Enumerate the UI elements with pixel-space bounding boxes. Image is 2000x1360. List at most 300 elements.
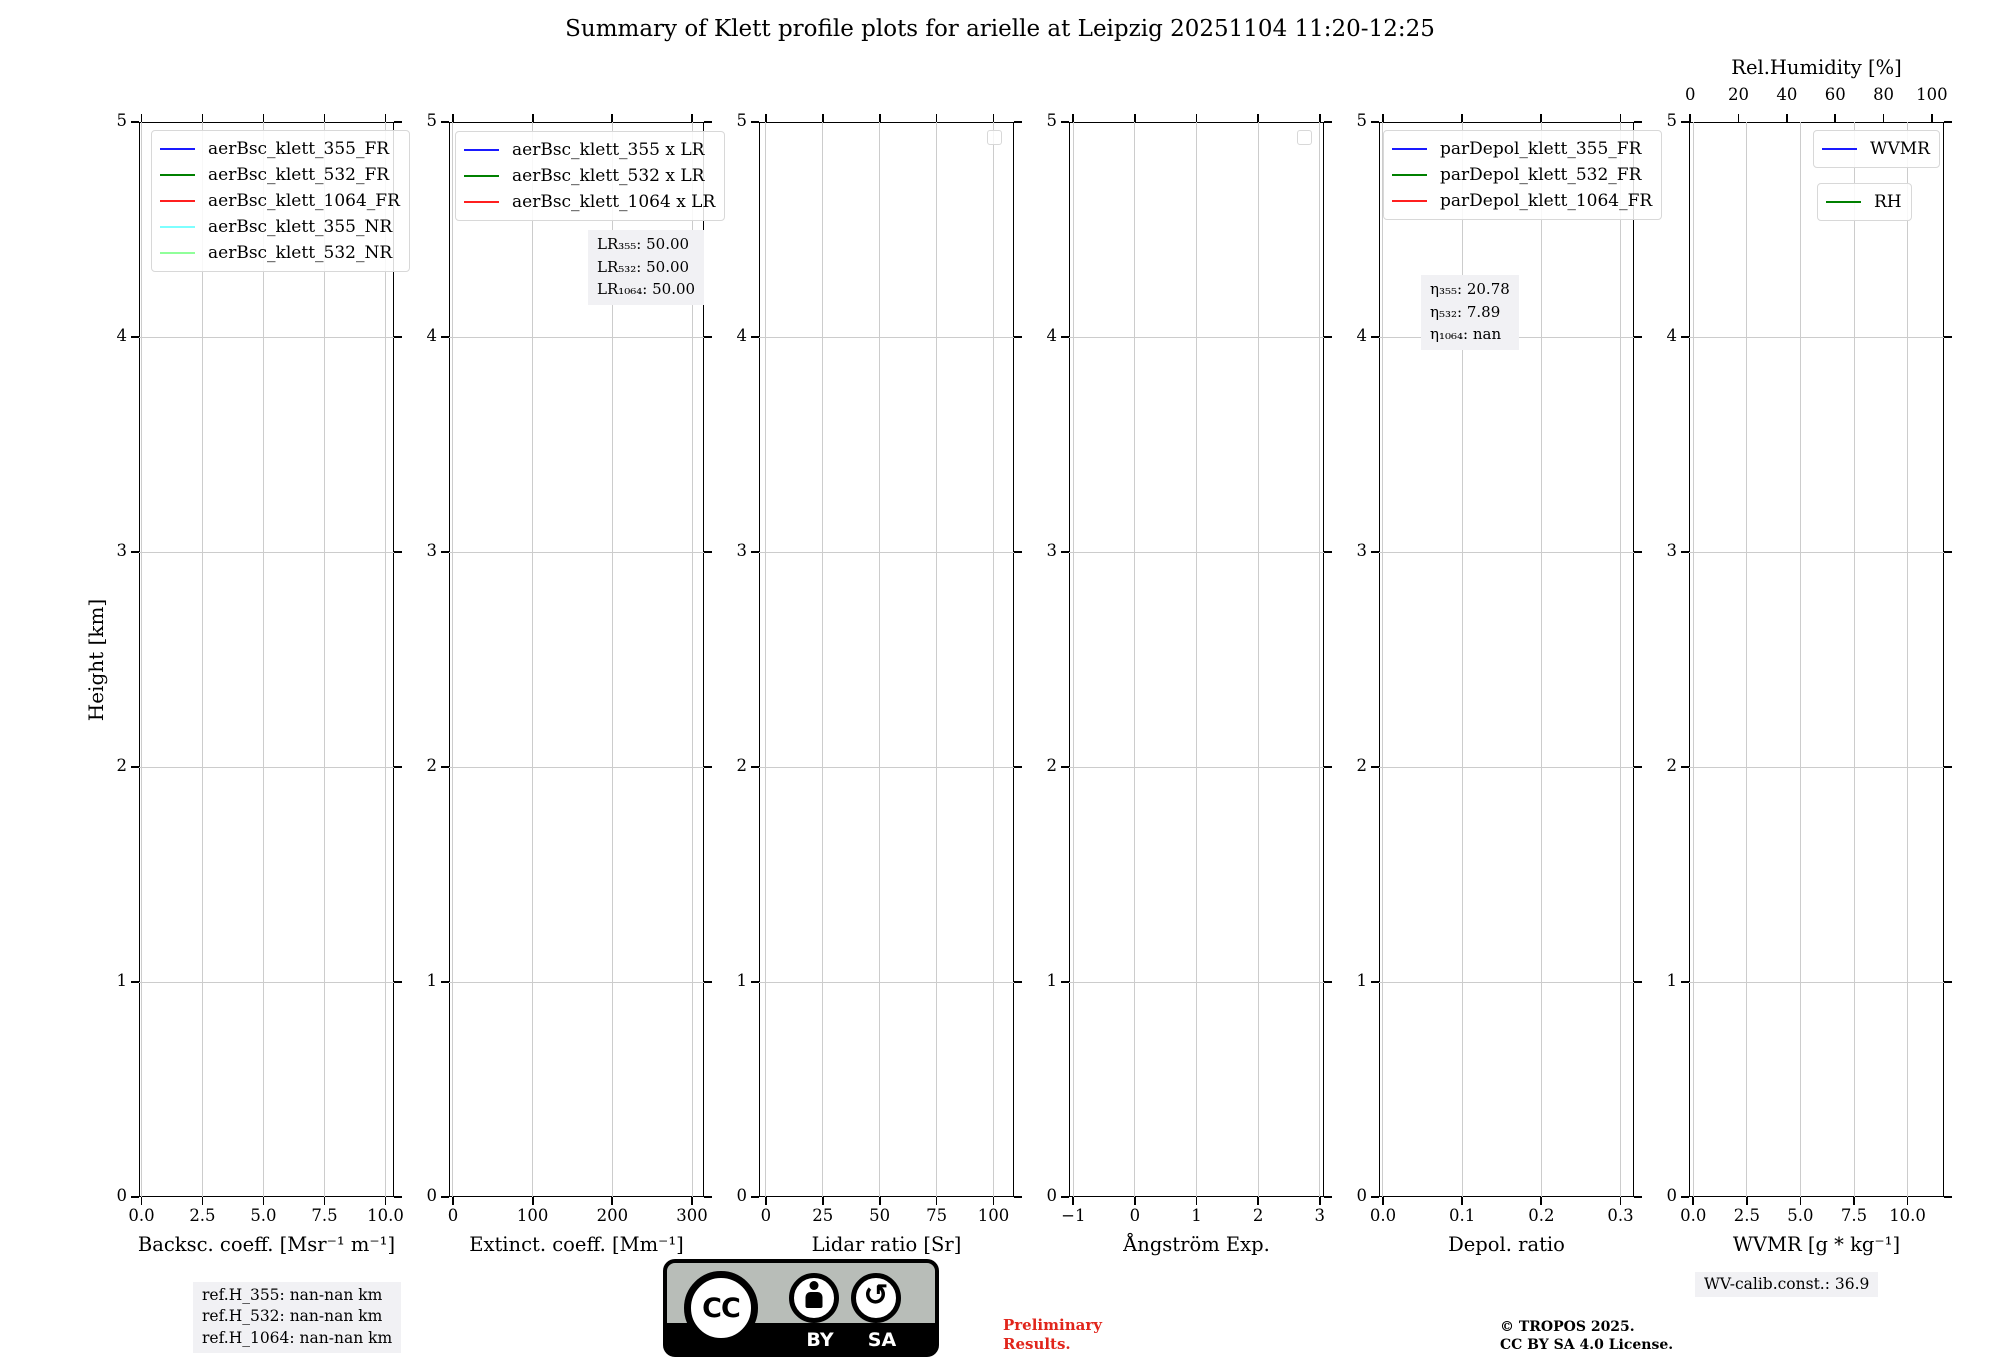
x-tick-mark [1620, 1197, 1622, 1205]
legend [1383, 130, 1662, 220]
y-tick-mark [441, 551, 449, 553]
x-gridline [993, 122, 994, 1197]
legend [455, 131, 725, 221]
x-tick-label: 2 [1252, 1206, 1264, 1225]
x-tick-mark [1620, 114, 1622, 122]
legend-line-swatch [160, 174, 195, 176]
x-gridline [936, 122, 937, 1197]
y-tick-mark [1944, 1196, 1952, 1198]
y-tick-mark [441, 766, 449, 768]
y-tick-mark [751, 1196, 759, 1198]
legend-line-swatch [464, 201, 499, 203]
x-tick-mark [1196, 114, 1198, 122]
annotation-line: ref.H_1064: nan-nan km [202, 1328, 393, 1347]
x-tick-mark [993, 114, 995, 122]
legend-line-swatch [1392, 200, 1427, 202]
x-gridline [765, 122, 766, 1197]
by-label: BY [806, 1329, 834, 1351]
x-tick-mark [1134, 114, 1136, 122]
y-tick-mark [1944, 766, 1952, 768]
x-axis-label: Extinct. coeff. [Mm⁻¹] [469, 1233, 684, 1256]
x-tick-label: 5.0 [250, 1206, 277, 1225]
legend-entry-label: parDepol_klett_355_FR [1440, 139, 1642, 159]
legend-entry-label: aerBsc_klett_532_NR [208, 243, 393, 263]
y-tick-label: 2 [426, 756, 437, 775]
y-tick-label: 2 [736, 756, 747, 775]
y-gridline [139, 552, 394, 553]
y-tick-label: 3 [736, 541, 747, 560]
y-tick-label: 3 [1356, 541, 1367, 560]
annotation-box [1421, 275, 1519, 350]
y-tick-mark [441, 336, 449, 338]
legend-entry-label: aerBsc_klett_355 x LR [512, 140, 705, 160]
top-axis-tick-mark [1689, 114, 1691, 122]
y-gridline [1689, 767, 1944, 768]
top-axis-tick-mark [1738, 114, 1740, 122]
y-tick-mark [441, 1196, 449, 1198]
x-tick-label: 0 [447, 1206, 459, 1225]
x-tick-label: 7.5 [1840, 1206, 1868, 1225]
y-gridline [1069, 767, 1324, 768]
legend-entry [1392, 136, 1652, 162]
y-tick-label: 0 [426, 1186, 437, 1205]
legend-line-swatch [160, 226, 195, 228]
x-tick-label: 3 [1314, 1206, 1325, 1225]
x-tick-mark [263, 1197, 265, 1205]
preliminary-line: Results. [1003, 1334, 1071, 1353]
y-gridline [449, 552, 704, 553]
annotation-box [588, 230, 704, 305]
x-axis-label: Backsc. coeff. [Msr⁻¹ m⁻¹] [137, 1233, 396, 1256]
x-gridline [1073, 122, 1074, 1197]
y-gridline [1379, 982, 1634, 983]
annotation-line: η₁₀₆₄: nan [1430, 325, 1502, 343]
legend-entry-label: aerBsc_klett_1064 x LR [512, 192, 716, 212]
x-tick-mark [1461, 114, 1463, 122]
y-tick-mark [1371, 981, 1379, 983]
backscatter-panel [116, 111, 404, 1256]
depol-ratio-panel [1356, 111, 1653, 1256]
y-tick-mark [131, 336, 139, 338]
y-tick-mark [1681, 981, 1689, 983]
legend-entry [160, 214, 400, 240]
y-tick-label: 1 [116, 971, 127, 990]
x-tick-mark [385, 1197, 387, 1205]
legend [151, 130, 410, 272]
y-tick-label: 5 [426, 111, 437, 130]
top-axis-tick-label: 80 [1873, 85, 1895, 104]
x-tick-mark [141, 114, 143, 122]
y-tick-label: 1 [1666, 971, 1677, 990]
legend-line-swatch [160, 252, 195, 254]
top-axis-tick-label: 20 [1728, 85, 1750, 104]
x-gridline [452, 122, 453, 1197]
x-tick-mark [1382, 114, 1384, 122]
lidar-ratio-panel [736, 111, 1014, 1256]
y-gridline [759, 982, 1014, 983]
cc-logo-icon [684, 1271, 758, 1345]
legend-line-swatch [1826, 201, 1861, 203]
y-tick-label: 4 [1046, 326, 1057, 345]
ref-heights-annotation [193, 1282, 401, 1353]
y-tick-label: 2 [1666, 756, 1677, 775]
legend-entry-label: RH [1874, 192, 1902, 212]
y-tick-label: 1 [1356, 971, 1367, 990]
annotation-line: LR₁₀₆₄: 50.00 [597, 280, 696, 298]
x-tick-mark [1196, 1197, 1198, 1205]
y-tick-mark [131, 1196, 139, 1198]
y-tick-mark [751, 121, 759, 123]
legend-line-swatch [1392, 148, 1427, 150]
y-gridline [759, 337, 1014, 338]
y-tick-label: 3 [426, 541, 437, 560]
legend-entry-label: aerBsc_klett_532 x LR [512, 166, 705, 186]
legend [1817, 183, 1912, 221]
y-gridline [449, 767, 704, 768]
wv-calibration-annotation: WV-calib.const.: 36.9 [1695, 1272, 1878, 1297]
y-gridline [1689, 982, 1944, 983]
x-tick-mark [324, 114, 326, 122]
x-tick-label: 0.0 [1680, 1206, 1707, 1225]
legend-entry-label: aerBsc_klett_532_FR [208, 165, 390, 185]
x-gridline [141, 122, 142, 1197]
x-tick-mark [1257, 1197, 1259, 1205]
y-tick-label: 4 [426, 326, 437, 345]
legend-line-swatch [464, 149, 499, 151]
y-tick-label: 5 [1666, 111, 1677, 130]
legend-line-swatch [1392, 174, 1427, 176]
x-axis-label: WVMR [g * kg⁻¹] [1732, 1233, 1901, 1256]
x-tick-mark [936, 1197, 938, 1205]
annotation-line: LR₅₃₂: 50.00 [597, 257, 690, 276]
x-gridline [1620, 122, 1621, 1197]
y-tick-label: 4 [1356, 326, 1367, 345]
x-tick-mark [532, 114, 534, 122]
x-tick-mark [691, 114, 693, 122]
x-tick-label: 10.0 [1889, 1206, 1926, 1225]
y-tick-mark [1944, 121, 1952, 123]
legend-line-swatch [1822, 148, 1857, 150]
y-gridline [1069, 982, 1324, 983]
x-tick-label: 0.1 [1449, 1206, 1476, 1225]
empty-legend-box [1297, 130, 1312, 145]
x-gridline [263, 122, 264, 1197]
x-gridline [324, 122, 325, 1197]
wvmr-panel [1666, 56, 1948, 1256]
x-tick-mark [765, 1197, 767, 1205]
top-axis-tick-label: 40 [1776, 85, 1798, 104]
legend-entry-label: WVMR [1870, 139, 1930, 159]
x-tick-label: 0.2 [1528, 1206, 1555, 1225]
y-tick-label: 3 [116, 541, 127, 560]
x-tick-mark [611, 1197, 613, 1205]
x-tick-mark [1257, 114, 1259, 122]
x-tick-mark [1746, 1197, 1748, 1205]
x-tick-label: 300 [676, 1206, 708, 1225]
y-gridline [1379, 552, 1634, 553]
y-tick-mark [751, 551, 759, 553]
y-tick-mark [1681, 1196, 1689, 1198]
y-tick-label: 5 [1356, 111, 1367, 130]
x-tick-label: 7.5 [311, 1206, 338, 1225]
x-tick-label: 5.0 [1787, 1206, 1814, 1225]
x-gridline [202, 122, 203, 1197]
legend-entry [464, 137, 715, 163]
x-tick-mark [993, 1197, 995, 1205]
x-gridline [1800, 122, 1801, 1197]
y-tick-label: 2 [1046, 756, 1057, 775]
x-tick-label: 1 [1191, 1206, 1202, 1225]
x-axis-label: Ångström Exp. [1123, 1233, 1270, 1256]
legend-entry [160, 188, 400, 214]
x-gridline [1134, 122, 1135, 1197]
angstroem-panel [1046, 111, 1325, 1256]
legend-entry-label: parDepol_klett_532_FR [1440, 165, 1642, 185]
figure-title: Summary of Klett profile plots for arielle at Leipzig 20251104 11:20-12:25 [565, 16, 1435, 42]
y-tick-mark [1944, 551, 1952, 553]
y-tick-mark [441, 981, 449, 983]
y-tick-mark [1061, 336, 1069, 338]
x-tick-mark [1692, 1197, 1694, 1205]
y-tick-mark [1371, 336, 1379, 338]
top-axis-tick-label: 100 [1916, 85, 1948, 104]
x-tick-label: 0 [760, 1206, 772, 1225]
x-gridline [1196, 122, 1197, 1197]
legend-entry [160, 136, 400, 162]
x-gridline [385, 122, 386, 1197]
legend-line-swatch [464, 175, 499, 177]
y-tick-mark [1371, 121, 1379, 123]
y-tick-mark [1061, 981, 1069, 983]
x-tick-label: 0 [1129, 1206, 1141, 1225]
top-axis-tick-mark [1883, 114, 1885, 122]
x-tick-label: 100 [516, 1206, 549, 1225]
legend-entry [160, 240, 400, 266]
x-gridline [1541, 122, 1542, 1197]
x-tick-mark [1461, 1197, 1463, 1205]
y-tick-mark [131, 121, 139, 123]
legend-entry [464, 163, 715, 189]
y-tick-label: 2 [1356, 756, 1367, 775]
legend-entry [160, 162, 400, 188]
y-tick-label: 1 [426, 971, 437, 990]
y-gridline [1069, 552, 1324, 553]
top-axis-tick-mark [1834, 114, 1836, 122]
y-tick-mark [1061, 551, 1069, 553]
y-tick-label: 4 [736, 326, 747, 345]
y-tick-mark [131, 766, 139, 768]
cc-logo-text: CC [702, 1292, 740, 1324]
y-tick-mark [1681, 336, 1689, 338]
legend-entry-label: aerBsc_klett_1064_FR [208, 191, 400, 211]
x-tick-mark [1907, 1197, 1909, 1205]
x-tick-label: 25 [812, 1206, 834, 1225]
legend-line-swatch [160, 200, 195, 202]
x-gridline [1258, 122, 1259, 1197]
y-gridline [1069, 337, 1324, 338]
x-tick-label: 100 [977, 1206, 1010, 1225]
x-tick-label: 2.5 [189, 1206, 216, 1225]
y-gridline [139, 337, 394, 338]
y-tick-mark [1944, 336, 1952, 338]
x-tick-mark [765, 114, 767, 122]
x-tick-label: 10.0 [367, 1206, 404, 1225]
x-axis-label: Lidar ratio [Sr] [811, 1233, 962, 1256]
x-tick-mark [1072, 1197, 1074, 1205]
annotation-line: LR₃₅₅: 50.00 [597, 235, 690, 253]
x-tick-mark [822, 1197, 824, 1205]
x-tick-mark [936, 114, 938, 122]
x-gridline [1746, 122, 1747, 1197]
by-attribution-icon [789, 1273, 839, 1323]
x-tick-mark [1853, 1197, 1855, 1205]
y-tick-label: 3 [1666, 541, 1677, 560]
x-tick-mark [1319, 114, 1321, 122]
y-gridline [1379, 767, 1634, 768]
annotation-line: ref.H_532: nan-nan km [202, 1307, 383, 1326]
y-gridline [1689, 337, 1944, 338]
empty-legend-box [987, 130, 1002, 145]
y-tick-mark [441, 121, 449, 123]
plot-area [759, 122, 1014, 1197]
y-tick-mark [1371, 551, 1379, 553]
x-gridline [1382, 122, 1383, 1197]
sa-label: SA [867, 1329, 897, 1351]
x-tick-label: 0.3 [1607, 1206, 1634, 1225]
x-tick-label: 50 [869, 1206, 891, 1225]
y-tick-mark [751, 336, 759, 338]
copyright-note [1500, 1318, 1673, 1355]
x-tick-mark [879, 1197, 881, 1205]
y-tick-mark [1681, 121, 1689, 123]
x-tick-mark [879, 114, 881, 122]
top-axis-tick-label: 60 [1824, 85, 1846, 104]
x-tick-mark [452, 114, 454, 122]
x-tick-mark [1382, 1197, 1384, 1205]
x-tick-label: −1 [1061, 1206, 1086, 1225]
y-tick-label: 5 [736, 111, 747, 130]
copyright-line: © TROPOS 2025. [1500, 1319, 1635, 1335]
x-axis-label: Depol. ratio [1448, 1233, 1565, 1256]
y-axis-label: Height [km] [84, 598, 108, 722]
y-tick-mark [1371, 766, 1379, 768]
x-tick-mark [1800, 1197, 1802, 1205]
top-axis-tick-label: 0 [1684, 85, 1696, 104]
y-tick-mark [751, 766, 759, 768]
y-tick-label: 0 [116, 1186, 127, 1205]
x-gridline [1693, 122, 1694, 1197]
top-axis-title: Rel.Humidity [%] [1731, 56, 1902, 79]
y-tick-label: 3 [1046, 541, 1057, 560]
share-alike-icon [851, 1273, 901, 1323]
y-tick-mark [1944, 981, 1952, 983]
y-tick-label: 1 [1046, 971, 1057, 990]
y-tick-label: 0 [736, 1186, 747, 1205]
x-tick-label: 75 [926, 1206, 948, 1225]
preliminary-results-note [1003, 1316, 1102, 1354]
y-tick-mark [1061, 1196, 1069, 1198]
extinction-panel [426, 111, 716, 1256]
y-tick-mark [1371, 1196, 1379, 1198]
x-tick-mark [691, 1197, 693, 1205]
plot-area [1689, 122, 1944, 1197]
y-gridline [759, 552, 1014, 553]
y-tick-label: 0 [1666, 1186, 1677, 1205]
y-gridline [449, 982, 704, 983]
preliminary-line: Preliminary [1003, 1316, 1102, 1334]
top-axis-tick-mark [1931, 114, 1933, 122]
y-tick-label: 4 [116, 326, 127, 345]
x-tick-mark [385, 114, 387, 122]
x-tick-mark [1319, 1197, 1321, 1205]
person-icon [794, 1278, 834, 1318]
x-gridline [1854, 122, 1855, 1197]
legend-entry [1826, 189, 1902, 215]
plot-area [139, 122, 394, 1197]
y-gridline [1689, 552, 1944, 553]
anticlockwise-arrow-icon: ↺ [863, 1278, 889, 1313]
y-tick-mark [751, 981, 759, 983]
y-gridline [139, 982, 394, 983]
x-tick-label: 0.0 [1369, 1206, 1397, 1225]
x-tick-mark [822, 114, 824, 122]
x-tick-mark [141, 1197, 143, 1205]
y-tick-label: 5 [116, 111, 127, 130]
legend-entry [1822, 136, 1930, 162]
legend-entry-label: aerBsc_klett_355_FR [208, 139, 390, 159]
x-tick-mark [1540, 1197, 1542, 1205]
legend-entry-label: aerBsc_klett_355_NR [208, 217, 393, 237]
x-tick-mark [452, 1197, 454, 1205]
y-gridline [139, 767, 394, 768]
annotation-line: η₅₃₂: 7.89 [1430, 302, 1501, 321]
y-tick-mark [131, 981, 139, 983]
x-tick-mark [1540, 114, 1542, 122]
y-tick-label: 5 [1046, 111, 1057, 130]
x-tick-label: 200 [596, 1206, 629, 1225]
y-tick-label: 0 [1046, 1186, 1057, 1205]
legend-line-swatch [160, 148, 195, 150]
legend-entry [464, 189, 715, 215]
legend [1813, 130, 1940, 168]
legend-entry [1392, 188, 1652, 214]
y-tick-label: 0 [1356, 1186, 1367, 1205]
x-gridline [532, 122, 533, 1197]
x-tick-mark [202, 114, 204, 122]
y-tick-mark [1061, 766, 1069, 768]
y-gridline [759, 767, 1014, 768]
y-tick-mark [1681, 766, 1689, 768]
cc-by-sa-badge [663, 1259, 939, 1357]
y-tick-label: 4 [1666, 326, 1677, 345]
top-axis-tick-mark [1786, 114, 1788, 122]
legend-entry [1392, 162, 1652, 188]
y-tick-mark [131, 551, 139, 553]
x-gridline [1319, 122, 1320, 1197]
x-tick-mark [532, 1197, 534, 1205]
x-tick-mark [1134, 1197, 1136, 1205]
x-tick-mark [202, 1197, 204, 1205]
x-gridline [1907, 122, 1908, 1197]
x-tick-mark [1072, 114, 1074, 122]
x-tick-mark [611, 114, 613, 122]
x-tick-mark [263, 114, 265, 122]
x-tick-label: 0.0 [128, 1206, 155, 1225]
annotation-line: ref.H_355: nan-nan km [202, 1286, 383, 1304]
y-gridline [449, 337, 704, 338]
legend-entry-label: parDepol_klett_1064_FR [1440, 191, 1653, 211]
y-tick-label: 1 [736, 971, 747, 990]
